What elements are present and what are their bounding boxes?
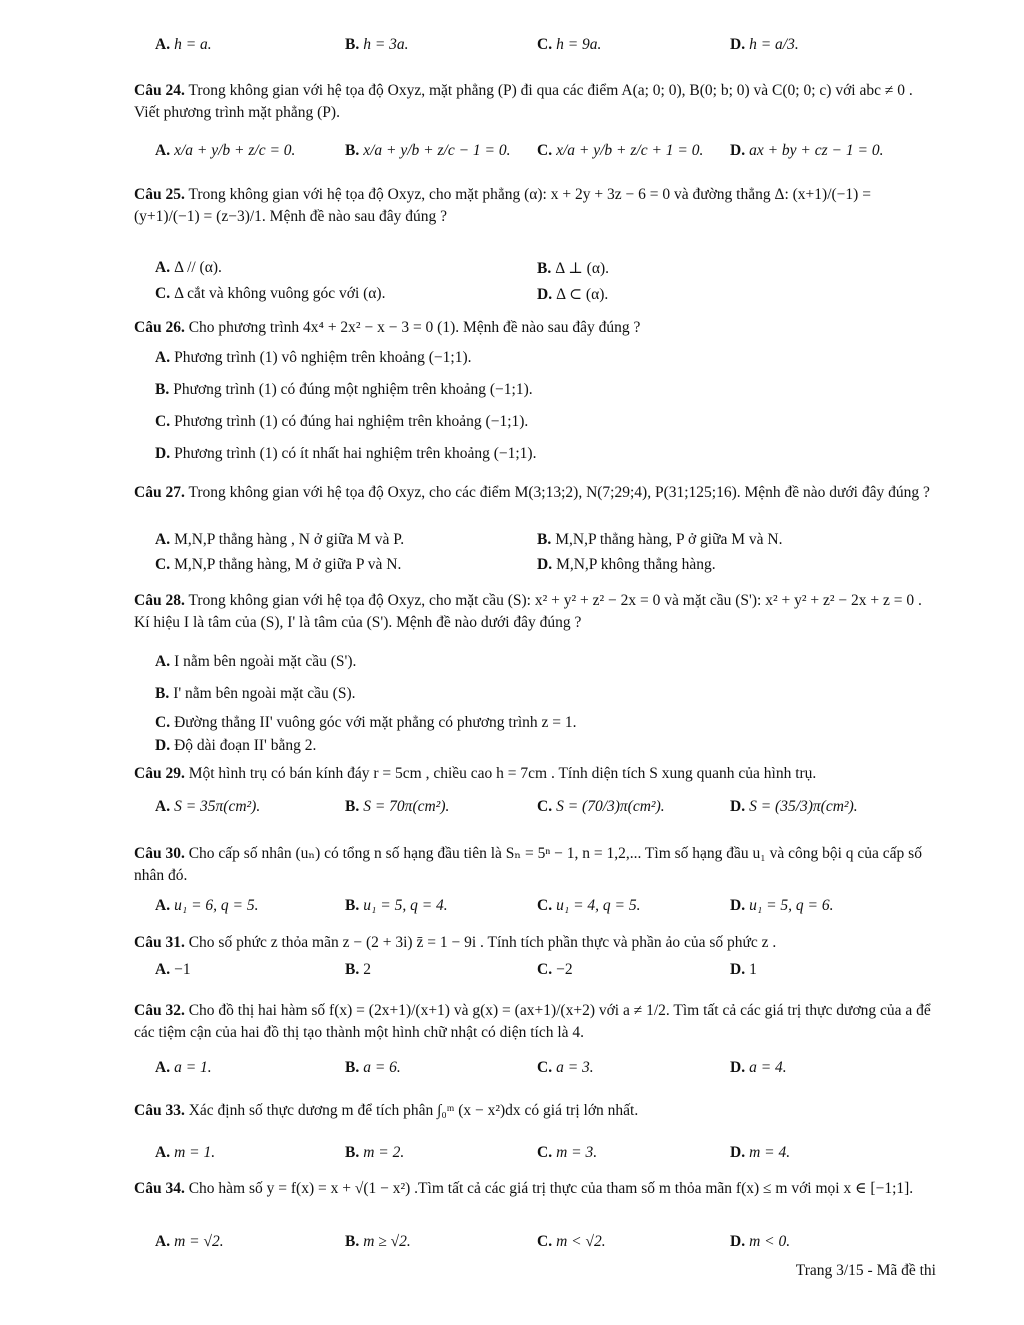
q34-options (155, 1233, 945, 1259)
q26-option-a: A. Phương trình (1) vô nghiệm trên khoảng (−1;1). (155, 349, 472, 366)
q31-option-b: B. 2 (345, 961, 371, 978)
page-footer: Trang 3/15 - Mã đề thi (795, 1262, 936, 1279)
q32-option-c: C. a = 3. (537, 1059, 594, 1076)
q32-stem: Câu 32. Cho đồ thị hai hàm số f(x) = (2x+1)/(x+1) và g(x) = (ax+1)/(x+2) với a ≠ 1/2. Tìm tất cả các giá trị thực dương của a để các tiệm cận của hai đồ thị tạo thành một hình chữ nhật có diện tích là 4. (134, 1002, 931, 1041)
q27-option-b: B. M,N,P thẳng hàng, P ở giữa M và N. (537, 531, 783, 548)
q26-stem: Câu 26. Cho phương trình 4x⁴ + 2x² − x − 3 = 0 (1). Mệnh đề nào sau đây đúng ? (134, 319, 641, 336)
q29-option-d: D. S = (35/3)π(cm²). (730, 798, 858, 815)
q28-option-c: C. Đường thẳng II' vuông góc với mặt phẳng có phương trình z = 1. (155, 714, 577, 731)
q24-option-c: C. x/a + y/b + z/c + 1 = 0. (537, 142, 704, 159)
q29-option-c: C. S = (70/3)π(cm²). (537, 798, 665, 815)
q32-option-a: A. a = 1. (155, 1059, 212, 1076)
q32-option-d: D. a = 4. (730, 1059, 787, 1076)
q33-stem: Câu 33. Xác định số thực dương m để tích phân ∫₀ᵐ (x − x²)dx có giá trị lớn nhất. (134, 1102, 639, 1119)
q23-option-a: A. h = a. (155, 36, 212, 53)
q34-option-a: A. m = √2. (155, 1233, 224, 1250)
q27-option-c: C. M,N,P thẳng hàng, M ở giữa P và N. (155, 556, 402, 573)
q28-option-a: A. I nằm bên ngoài mặt cầu (S'). (155, 653, 357, 670)
q29-option-b: B. S = 70π(cm²). (345, 798, 450, 815)
q25-option-d: D. Δ ⊂ (α). (537, 286, 609, 303)
q33-option-d: D. m = 4. (730, 1144, 791, 1161)
q28-stem: Câu 28. Trong không gian với hệ tọa độ Oxyz, cho mặt cầu (S): x² + y² + z² − 2x = 0 và mặt cầu (S'): x² + y² + z² − 2x + z = 0 . Kí hiệu I là tâm của (S), I' là tâm của (S'). Mệnh đề nào dưới đây đúng ? (134, 592, 922, 631)
q30-option-d: D. u₁ = 5, q = 6. (730, 897, 834, 914)
q26-option-b: B. Phương trình (1) có đúng một nghiệm trên khoảng (−1;1). (155, 381, 533, 398)
q23-option-c: C. h = 9a. (537, 36, 602, 53)
q25-option-b: B. Δ ⊥ (α). (537, 260, 609, 277)
q33-options (155, 1144, 945, 1170)
q23-option-d: D. h = a/3. (730, 36, 799, 53)
q27-stem: Câu 27. Trong không gian với hệ tọa độ Oxyz, cho các điểm M(3;13;2), N(7;29;4), P(31;125;16). Mệnh đề nào dưới đây đúng ? (134, 484, 930, 501)
q31-options (155, 961, 945, 987)
q34-stem: Câu 34. Cho hàm số y = f(x) = x + √(1 − x²) .Tìm tất cả các giá trị thực của tham số m thỏa mãn f(x) ≤ m với mọi x ∈ [−1;1]. (134, 1180, 914, 1197)
q31-stem: Câu 31. Cho số phức z thỏa mãn z − (2 + 3i) z̄ = 1 − 9i . Tính tích phần thực và phần ảo của số phức z . (134, 934, 777, 951)
q30-options (155, 897, 945, 923)
q24-option-b: B. x/a + y/b + z/c − 1 = 0. (345, 142, 511, 159)
q33-option-c: C. m = 3. (537, 1144, 598, 1161)
q30-option-a: A. u₁ = 6, q = 5. (155, 897, 259, 914)
q24-stem: Câu 24. Trong không gian với hệ tọa độ Oxyz, mặt phẳng (P) đi qua các điểm A(a; 0; 0), B(0; b; 0) và C(0; 0; c) với abc ≠ 0 . Viết phương trình mặt phẳng (P). (134, 82, 913, 121)
q33-option-b: B. m = 2. (345, 1144, 405, 1161)
q29-stem: Câu 29. Một hình trụ có bán kính đáy r = 5cm , chiều cao h = 7cm . Tính diện tích S xung quanh của hình trụ. (134, 765, 817, 782)
q24-option-d: D. ax + by + cz − 1 = 0. (730, 142, 884, 159)
q23-options (155, 36, 945, 62)
q27-option-a: A. M,N,P thẳng hàng , N ở giữa M và P. (155, 531, 405, 548)
q29-options (155, 798, 945, 824)
q34-option-d: D. m < 0. (730, 1233, 791, 1250)
q24-option-a: A. x/a + y/b + z/c = 0. (155, 142, 296, 159)
q30-option-c: C. u₁ = 4, q = 5. (537, 897, 641, 914)
q31-option-c: C. −2 (537, 961, 573, 978)
q31-option-a: A. −1 (155, 961, 191, 978)
q31-option-d: D. 1 (730, 961, 757, 978)
q32-option-b: B. a = 6. (345, 1059, 401, 1076)
q26-option-d: D. Phương trình (1) có ít nhất hai nghiệm trên khoảng (−1;1). (155, 445, 537, 462)
q30-stem: Câu 30. Cho cấp số nhân (uₙ) có tổng n số hạng đầu tiên là Sₙ = 5ⁿ − 1, n = 1,2,... Tìm số hạng đầu u₁ và công bội q của cấp số nhân đó. (134, 845, 922, 884)
q33-option-a: A. m = 1. (155, 1144, 216, 1161)
q29-option-a: A. S = 35π(cm²). (155, 798, 261, 815)
q34-option-c: C. m < √2. (537, 1233, 606, 1250)
q25-option-c: C. Δ cắt và không vuông góc với (α). (155, 285, 386, 302)
q26-option-c: C. Phương trình (1) có đúng hai nghiệm trên khoảng (−1;1). (155, 413, 529, 430)
q27-option-d: D. M,N,P không thẳng hàng. (537, 556, 716, 573)
q25-option-a: A. Δ // (α). (155, 259, 222, 276)
q24-options (155, 142, 945, 168)
q25-stem: Câu 25. Trong không gian với hệ tọa độ Oxyz, cho mặt phẳng (α): x + 2y + 3z − 6 = 0 và đường thẳng Δ: (x+1)/(−1) = (y+1)/(−1) = (z−3)/1. Mệnh đề nào sau đây đúng ? (134, 186, 871, 225)
q32-options (155, 1059, 945, 1085)
q28-option-d: D. Độ dài đoạn II' bằng 2. (155, 737, 317, 754)
q34-option-b: B. m ≥ √2. (345, 1233, 411, 1250)
q28-option-b: B. I' nằm bên ngoài mặt cầu (S). (155, 685, 356, 702)
q23-option-b: B. h = 3a. (345, 36, 409, 53)
q30-option-b: B. u₁ = 5, q = 4. (345, 897, 448, 914)
